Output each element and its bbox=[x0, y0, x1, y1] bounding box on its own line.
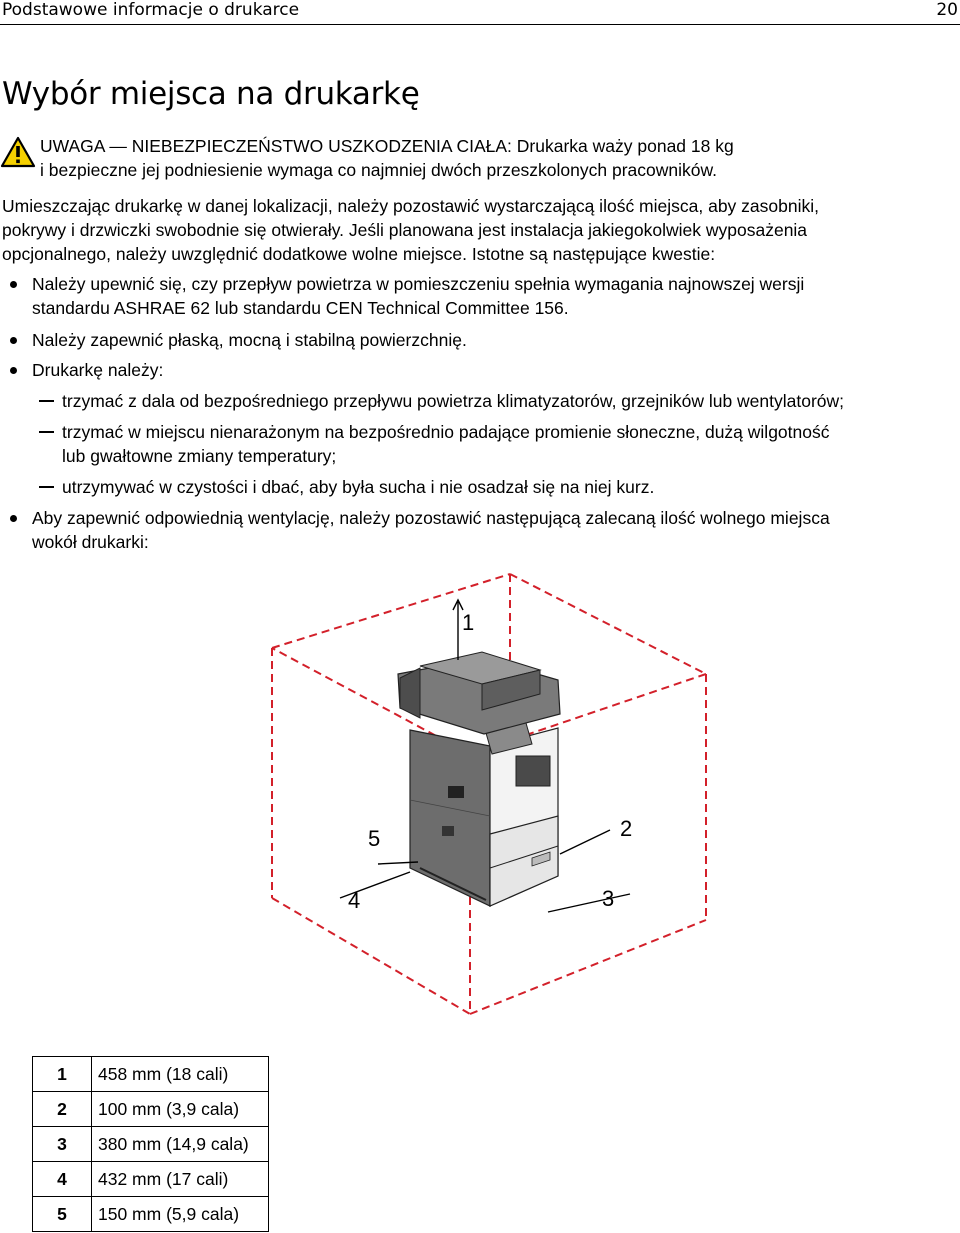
figure-label-4: 4 bbox=[348, 888, 361, 913]
warning-label: UWAGA — NIEBEZPIECZEŃSTWO USZKODZENIA CIAŁA: bbox=[40, 136, 512, 156]
warning-line2: i bezpieczne jej podniesienie wymaga co najmniej dwóch przeszkolonych pracowników. bbox=[40, 160, 718, 180]
table-cell-value: 100 mm (3,9 cala) bbox=[92, 1092, 269, 1127]
table-cell-number: 5 bbox=[33, 1197, 92, 1232]
printer-clearance-diagram bbox=[270, 568, 710, 1018]
figure-label-2: 2 bbox=[620, 816, 633, 841]
table-cell-value: 458 mm (18 cali) bbox=[92, 1057, 269, 1092]
bullet-2: Należy zapewnić płaską, mocną i stabilną powierzchnię. bbox=[32, 330, 467, 350]
table-row bbox=[33, 1127, 269, 1162]
dash-marker bbox=[39, 486, 54, 488]
table-row bbox=[33, 1162, 269, 1197]
figure-label-1: 1 bbox=[462, 610, 475, 635]
bullet-dot bbox=[10, 515, 17, 522]
bullet-1-line2: standardu ASHRAE 62 lub standardu CEN Technical Committee 156. bbox=[32, 298, 569, 318]
table-row bbox=[33, 1092, 269, 1127]
table-cell-value: 150 mm (5,9 cala) bbox=[92, 1197, 269, 1232]
dash-marker bbox=[39, 431, 54, 433]
sub-item-3: utrzymywać w czystości i dbać, aby była sucha i nie osadzał się na niej kurz. bbox=[62, 477, 655, 497]
bullet-dot bbox=[10, 281, 17, 288]
sub-item-1: trzymać z dala od bezpośredniego przepływu powietrza klimatyzatorów, grzejników lub wentylatorów; bbox=[62, 391, 845, 411]
table-cell-value: 432 mm (17 cali) bbox=[92, 1162, 269, 1197]
table-row bbox=[33, 1057, 269, 1092]
printer-illustration bbox=[398, 652, 560, 906]
bullet-dot bbox=[10, 367, 17, 374]
bullet-4-line1: Aby zapewnić odpowiednią wentylację, należy pozostawić następującą zalecaną ilość wolnego miejsca bbox=[32, 508, 830, 528]
table-row bbox=[33, 1197, 269, 1232]
sub-item-2-line2: lub gwałtowne zmiany temperatury; bbox=[62, 446, 337, 466]
table-cell-number: 3 bbox=[33, 1127, 92, 1162]
intro-line1: Umieszczając drukarkę w danej lokalizacji, należy pozostawić wystarczającą ilość miejsca, aby zasobniki, bbox=[2, 196, 819, 216]
bullet-3: Drukarkę należy: bbox=[32, 360, 164, 380]
header-title: Podstawowe informacje o drukarce bbox=[2, 0, 300, 20]
table-cell-number: 1 bbox=[33, 1057, 92, 1092]
page-title: Wybór miejsca na drukarkę bbox=[2, 76, 420, 112]
bullet-dot bbox=[10, 337, 17, 344]
warning-line1: Drukarka waży ponad 18 kg bbox=[511, 136, 734, 156]
table-cell-number: 4 bbox=[33, 1162, 92, 1197]
figure-label-3: 3 bbox=[602, 886, 615, 911]
table-cell-value: 380 mm (14,9 cala) bbox=[92, 1127, 269, 1162]
intro-line3: opcjonalnego, należy uwzględnić dodatkowe wolne miejsce. Istotne są następujące kwestie: bbox=[2, 244, 716, 264]
table-cell-number: 2 bbox=[33, 1092, 92, 1127]
bullet-1-line1: Należy upewnić się, czy przepływ powietrza w pomieszczeniu spełnia wymagania najnowszej wersji bbox=[32, 274, 805, 294]
intro-line2: pokrywy i drzwiczki swobodnie się otwierały. Jeśli planowana jest instalacja jakiegokolwiek wyposażenia bbox=[2, 220, 808, 240]
sub-item-2-line1: trzymać w miejscu nienarażonym na bezpośrednio padające promienie słoneczne, dużą wilgotność bbox=[62, 422, 830, 442]
clearance-table bbox=[32, 1056, 269, 1232]
header-divider bbox=[0, 24, 960, 25]
figure-label-5: 5 bbox=[368, 826, 381, 851]
dash-marker bbox=[39, 400, 54, 402]
warning-text bbox=[40, 134, 940, 182]
warning-triangle-icon bbox=[0, 136, 36, 168]
page-header bbox=[0, 0, 960, 24]
page-number: 20 bbox=[936, 0, 958, 20]
bullet-4-line2: wokół drukarki: bbox=[32, 532, 149, 552]
